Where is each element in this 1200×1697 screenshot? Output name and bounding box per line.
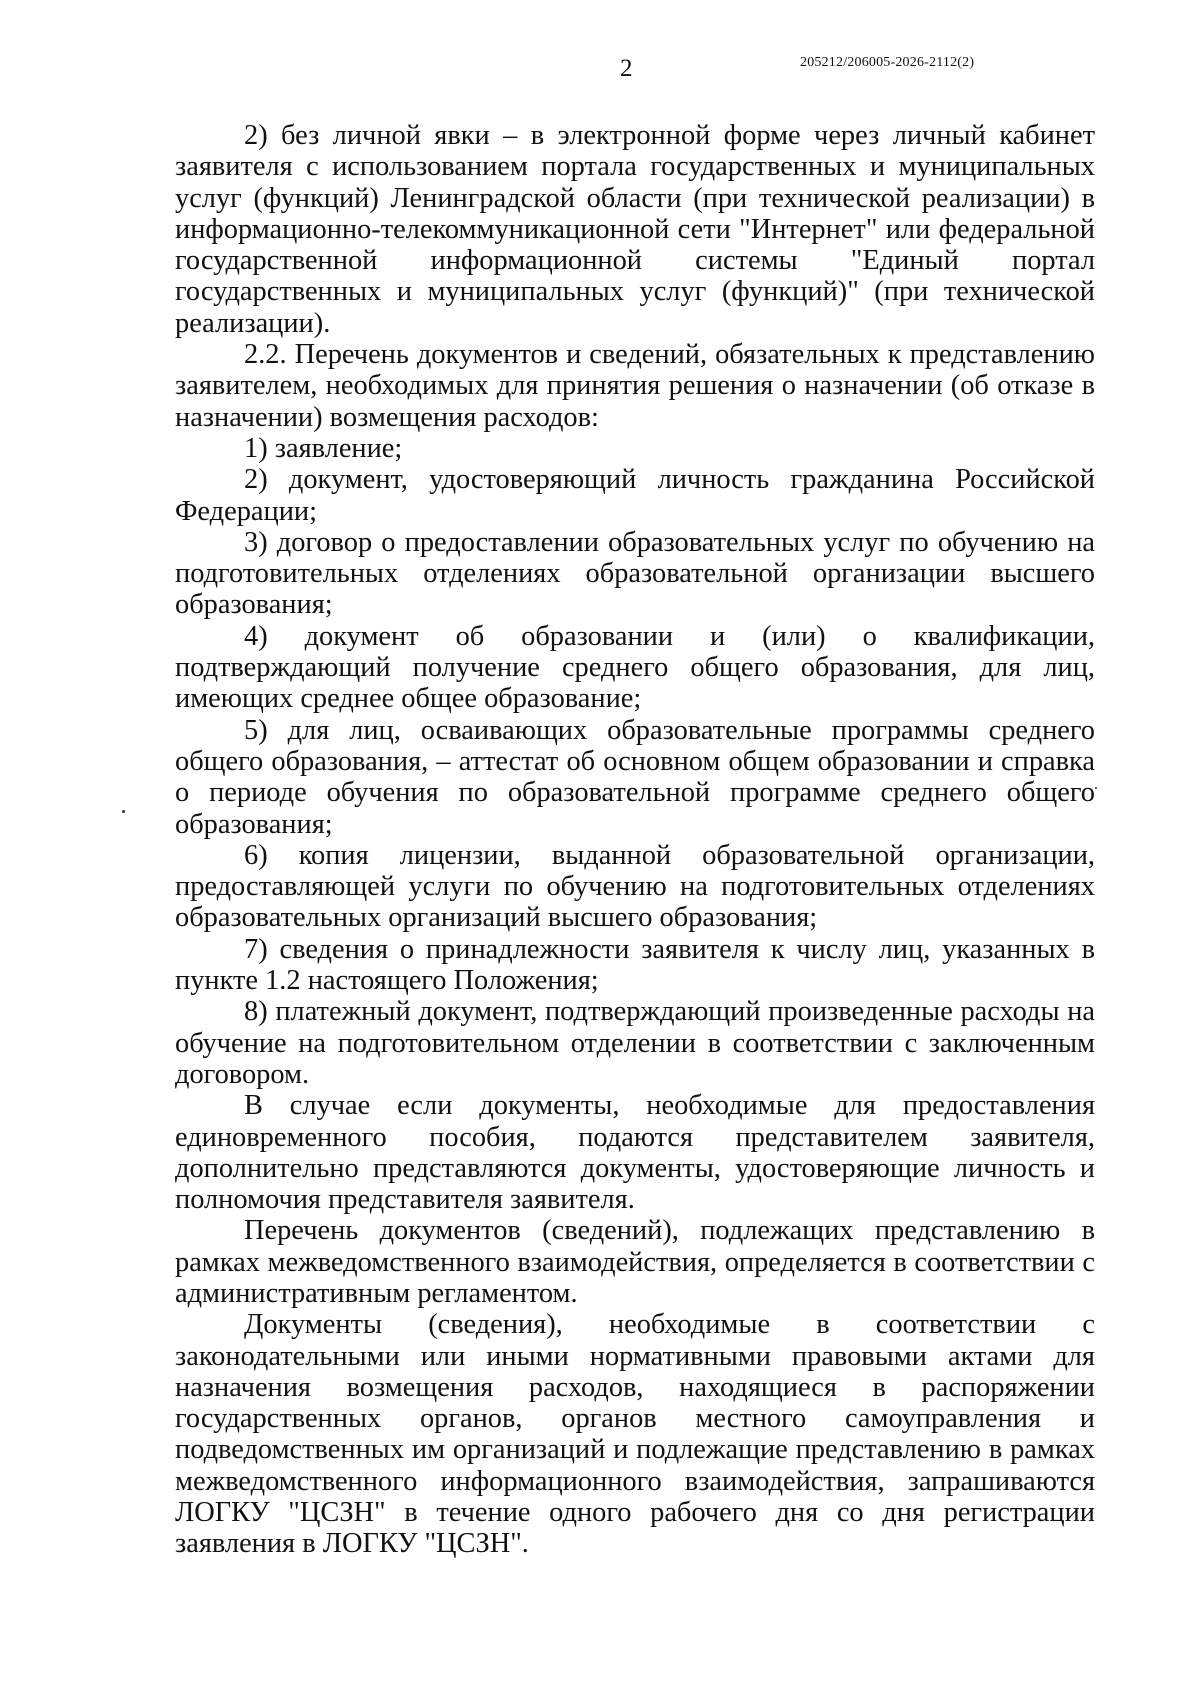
list-item-2: 2) документ, удостоверяющий личность гражданина Российской Федерации; bbox=[175, 464, 1095, 527]
paragraph-item-2-electronic: 2) без личной явки – в электронной форме через личный кабинет заявителя с использованием портала государственных и муниципальных услуг (функций) Ленинградской области (при технической реализации) в информационно-телекоммуникационной сети "Интернет" или федеральной государственной информационной системы "Единый портал государственных и муниципальных услуг (функций)" (при технической реализации). bbox=[175, 120, 1095, 339]
list-item-7: 7) сведения о принадлежности заявителя к числу лиц, указанных в пункте 1.2 настоящего Положения; bbox=[175, 933, 1095, 997]
paragraph-interagency-list: Перечень документов (сведений), подлежащих представлению в рамках межведомственного взаимодействия, определяется в соответствии с административным регламентом. bbox=[175, 1215, 1095, 1309]
scan-speck bbox=[1095, 787, 1097, 789]
list-item-8: 8) платежный документ, подтверждающий произведенные расходы на обучение на подготовительном отделении в соответствии с заключенным договором. bbox=[175, 996, 1095, 1090]
paragraph-representative: В случае если документы, необходимые для предоставления единовременного пособия, подаются представителем заявителя, дополнительно представляются документы, удостоверяющие личность и полномочия представителя заявителя. bbox=[175, 1090, 1095, 1216]
list-item-4: 4) документ об образовании и (или) о квалификации, подтверждающий получение среднего общего образования, для лиц, имеющих среднее общее образование; bbox=[175, 620, 1095, 715]
paragraph-2-2-document-list: 2.2. Перечень документов и сведений, обязательных к представлению заявителем, необходимых для принятия решения о назначении (об отказе в назначении) возмещения расходов: bbox=[175, 339, 1095, 433]
document-body bbox=[175, 120, 1095, 1560]
paragraph-interagency-request: Документы (сведения), необходимые в соответствии с законодательными или иными нормативными правовыми актами для назначения возмещения расходов, находящиеся в распоряжении государственных органов, органов местного самоуправления и подведомственных им организаций и подлежащие представлению в рамках межведомственного информационного взаимодействия, запрашиваются ЛОГКУ "ЦСЗН" в течение одного рабочего дня со дня регистрации заявления в ЛОГКУ "ЦСЗН". bbox=[175, 1309, 1095, 1560]
list-item-3: 3) договор о предоставлении образовательных услуг по обучению на подготовительных отделениях образовательной организации высшего образования; bbox=[175, 526, 1095, 621]
list-item-5: 5) для лиц, осваивающих образовательные программы среднего общего образования, – аттестат об основном общем образовании и справка о периоде обучения по образовательной программе среднего общего образования; bbox=[175, 714, 1095, 840]
page-number: 2 bbox=[620, 55, 633, 82]
list-item-1: 1) заявление; bbox=[244, 432, 403, 464]
document-id: 205212/206005-2026-2112(2) bbox=[800, 55, 975, 70]
scan-speck bbox=[122, 810, 125, 813]
list-item-6: 6) копия лицензии, выданной образовательной организации, предоставляющей услуги по обучению на подготовительных отделениях образовательных организаций высшего образования; bbox=[175, 839, 1095, 934]
